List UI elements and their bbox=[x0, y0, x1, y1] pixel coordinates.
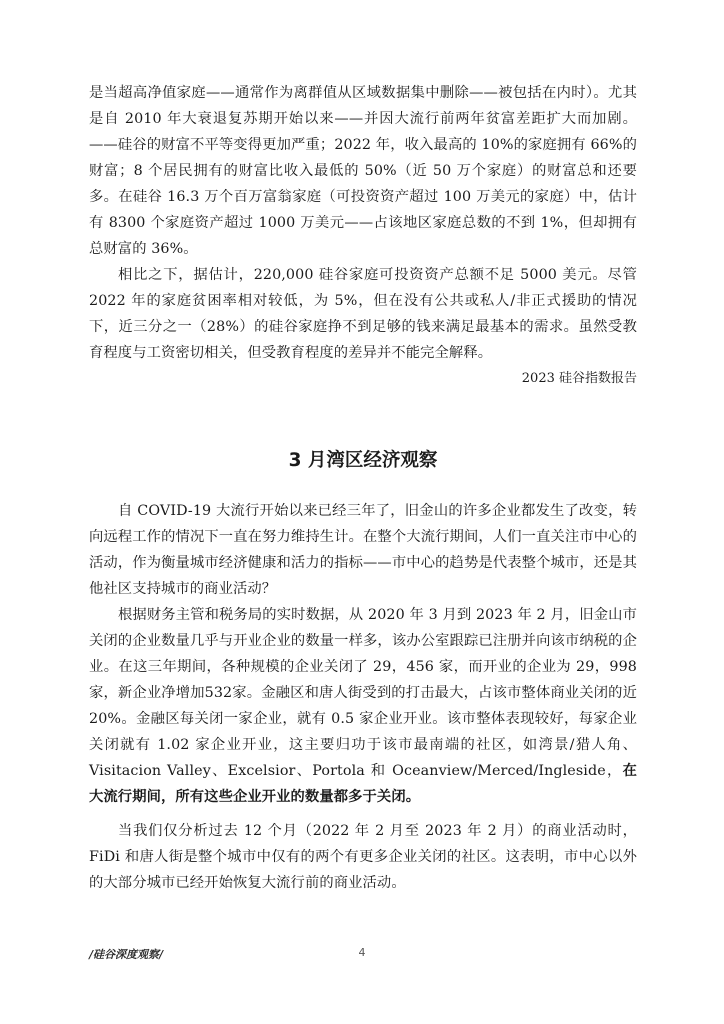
paragraph-recent-activity: 当我们仅分析过去 12 个月（2022 年 2 月至 2023 年 2 月）的商业活动时，FiDi 和唐人街是整个城市中仅有的两个有更多企业关闭的社区。这表明，市中心以外的大部分城市已经开始恢复大流行前的商业活动。 bbox=[89, 823, 637, 891]
paragraph-business-closures bbox=[89, 602, 637, 810]
document-page bbox=[89, 80, 637, 896]
paragraph-wealth-inequality: 是当超高净值家庭——通常作为离群值从区域数据集中删除——被包括在内时）。尤其是自 2010 年大衰退复苏期开始以来——并因大流行前两年贫富差距扩大而加剧。——硅谷的财富不平等变得更加严重；2022 年，收入最高的 10%的家庭拥有 66%的财富；8 个居民拥有的财富比收入最低的 50%（近 50 万个家庭）的财富总和还要多。在硅谷 16.3 万个百万富翁家庭（可投资资产超过 100 万美元的家庭）中，估计有 8300 个家庭资产超过 1000 万美元——占该地区家庭总数的不到 1%，但却拥有总财富的 36%。 bbox=[89, 85, 637, 257]
business-closures-bold-text: 在大流行期间，所有这些企业开业的数量都多于关闭。 bbox=[89, 763, 637, 805]
footer-page-number: 4 bbox=[358, 946, 366, 959]
footer-publication-label: /硅谷深度观察/ bbox=[89, 948, 164, 961]
paragraph-covid-downtown: 自 COVID-19 大流行开始以来已经三年了，旧金山的许多企业都发生了改变，转向远程工作的情况下一直在努力维持生计。在整个大流行期间，人们一直关注市中心的活动，作为衡量城市经济健康和活力的指标——市中心的趋势是代表整个城市，还是其他社区支持城市的商业活动？ bbox=[89, 503, 637, 597]
business-closures-text: 根据财务主管和税务局的实时数据，从 2020 年 3 月到 2023 年 2 月，旧金山市关闭的企业数量几乎与开业企业的数量一样多，该办公室跟踪已注册并向该市纳税的企业。在这三年期间，各种规模的企业关闭了 29，456 家，而开业的企业为 29，998 家，新企业净增加532家。金融区和唐人街受到的打击最大，占该市整体商业关闭的近20%。金融区每关闭一家企业，就有 0.5 家企业开业。该市整体表现较好，每家企业关闭就有 1.02 家企业开业，这主要归功于该市最南端的社区，如湾景/猎人角、Visitacion Valley、Excelsior、Portola 和 Oceanview/Merced/Ingleside， bbox=[89, 607, 637, 779]
source-citation: 2023 硅谷指数报告 bbox=[521, 371, 637, 386]
section-title: 3 月湾区经济观察 bbox=[288, 450, 438, 471]
paragraph-household-assets: 相比之下，据估计，220,000 硅谷家庭可投资资产总额不足 5000 美元。尽管 2022 年的家庭贫困率相对较低，为 5%，但在没有公共或私人/非正式援助的情况下，近三分之一（28%）的硅谷家庭挣不到足够的钱来满足最基本的需求。虽然受教育程度与工资密切相关，但受教育程度的差异并不能完全解释。 bbox=[89, 267, 637, 361]
